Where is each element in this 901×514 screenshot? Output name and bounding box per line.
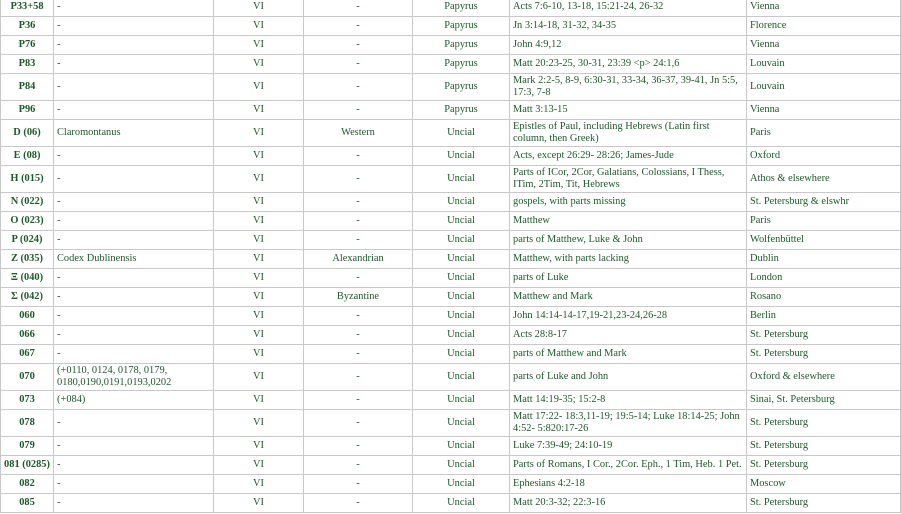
text-type-cell: - xyxy=(304,0,413,17)
text-type-cell: - xyxy=(304,17,413,36)
manuscript-id-cell: 060 xyxy=(1,307,54,326)
manuscript-name-cell: - xyxy=(54,212,214,231)
table-row xyxy=(1,101,901,120)
manuscript-name-cell: - xyxy=(54,288,214,307)
century-cell: VI xyxy=(214,55,304,74)
text-type-cell: - xyxy=(304,456,413,475)
text-type-cell: Alexandrian xyxy=(304,250,413,269)
manuscript-id-cell: 066 xyxy=(1,326,54,345)
text-type-cell: - xyxy=(304,269,413,288)
contents-cell: Matt 17:22- 18:3,11-19; 19:5-14; Luke 18:14-25; John 4:52- 5:820:17-26 xyxy=(510,410,747,437)
century-cell: VI xyxy=(214,166,304,193)
table-row xyxy=(1,0,901,17)
text-type-cell: - xyxy=(304,212,413,231)
manuscript-name-cell: Codex Dublinensis xyxy=(54,250,214,269)
manuscript-name-cell: (+0110, 0124, 0178, 0179, 0180,0190,0191,0193,0202 xyxy=(54,364,214,391)
manuscript-id-cell: H (015) xyxy=(1,166,54,193)
contents-cell: John 14:14-14-17,19-21,23-24,26-28 xyxy=(510,307,747,326)
manuscript-id-cell: D (06) xyxy=(1,120,54,147)
location-cell: St. Petersburg xyxy=(747,345,901,364)
location-cell: Louvain xyxy=(747,74,901,101)
manuscript-name-cell: - xyxy=(54,193,214,212)
text-type-cell: - xyxy=(304,74,413,101)
text-type-cell: - xyxy=(304,364,413,391)
manuscript-id-cell: Z (035) xyxy=(1,250,54,269)
manuscript-id-cell: E (08) xyxy=(1,147,54,166)
century-cell: VI xyxy=(214,120,304,147)
material-cell: Uncial xyxy=(413,456,510,475)
century-cell: VI xyxy=(214,364,304,391)
material-cell: Uncial xyxy=(413,326,510,345)
material-cell: Uncial xyxy=(413,250,510,269)
text-type-cell: - xyxy=(304,55,413,74)
table-row xyxy=(1,74,901,101)
century-cell: VI xyxy=(214,494,304,513)
material-cell: Uncial xyxy=(413,307,510,326)
century-cell: VI xyxy=(214,250,304,269)
manuscript-id-cell: P84 xyxy=(1,74,54,101)
contents-cell: gospels, with parts missing xyxy=(510,193,747,212)
manuscript-name-cell: (+084) xyxy=(54,391,214,410)
location-cell: Wolfenbüttel xyxy=(747,231,901,250)
contents-cell: parts of Matthew and Mark xyxy=(510,345,747,364)
contents-cell: Matt 20:3-32; 22:3-16 xyxy=(510,494,747,513)
table-row xyxy=(1,166,901,193)
contents-cell: Ephesians 4:2-18 xyxy=(510,475,747,494)
century-cell: VI xyxy=(214,101,304,120)
text-type-cell: - xyxy=(304,231,413,250)
manuscript-name-cell: - xyxy=(54,410,214,437)
manuscript-name-cell: - xyxy=(54,269,214,288)
material-cell: Uncial xyxy=(413,410,510,437)
century-cell: VI xyxy=(214,391,304,410)
manuscript-id-cell: N (022) xyxy=(1,193,54,212)
location-cell: Vienna xyxy=(747,0,901,17)
table-row xyxy=(1,231,901,250)
manuscript-name-cell: - xyxy=(54,494,214,513)
table-row xyxy=(1,36,901,55)
text-type-cell: - xyxy=(304,307,413,326)
manuscript-id-cell: Σ (042) xyxy=(1,288,54,307)
manuscript-name-cell: - xyxy=(54,147,214,166)
material-cell: Uncial xyxy=(413,364,510,391)
table-row xyxy=(1,250,901,269)
manuscript-id-cell: 070 xyxy=(1,364,54,391)
manuscript-name-cell: - xyxy=(54,0,214,17)
text-type-cell: Byzantine xyxy=(304,288,413,307)
material-cell: Papyrus xyxy=(413,55,510,74)
table-row xyxy=(1,212,901,231)
table-row xyxy=(1,193,901,212)
text-type-cell: - xyxy=(304,391,413,410)
manuscript-name-cell: - xyxy=(54,101,214,120)
manuscript-name-cell: - xyxy=(54,475,214,494)
contents-cell: Matthew and Mark xyxy=(510,288,747,307)
contents-cell: parts of Luke and John xyxy=(510,364,747,391)
location-cell: Louvain xyxy=(747,55,901,74)
text-type-cell: - xyxy=(304,101,413,120)
table-row xyxy=(1,364,901,391)
century-cell: VI xyxy=(214,17,304,36)
table-row xyxy=(1,391,901,410)
location-cell: Vienna xyxy=(747,101,901,120)
manuscript-name-cell: - xyxy=(54,74,214,101)
century-cell: VI xyxy=(214,74,304,101)
text-type-cell: - xyxy=(304,166,413,193)
century-cell: VI xyxy=(214,437,304,456)
text-type-cell: - xyxy=(304,36,413,55)
contents-cell: Matthew xyxy=(510,212,747,231)
text-type-cell: - xyxy=(304,326,413,345)
manuscript-id-cell: P83 xyxy=(1,55,54,74)
table-row xyxy=(1,437,901,456)
century-cell: VI xyxy=(214,410,304,437)
table-row xyxy=(1,120,901,147)
location-cell: Vienna xyxy=(747,36,901,55)
location-cell: Sinai, St. Petersburg xyxy=(747,391,901,410)
table-row xyxy=(1,307,901,326)
contents-cell: Parts of Romans, I Cor., 2Cor. Eph., 1 Tim, Heb. 1 Pet. xyxy=(510,456,747,475)
material-cell: Uncial xyxy=(413,475,510,494)
table-row xyxy=(1,494,901,513)
manuscript-name-cell: - xyxy=(54,36,214,55)
material-cell: Uncial xyxy=(413,212,510,231)
contents-cell: Matt 3:13-15 xyxy=(510,101,747,120)
contents-cell: Matt 14:19-35; 15:2-8 xyxy=(510,391,747,410)
location-cell: London xyxy=(747,269,901,288)
table-row xyxy=(1,410,901,437)
location-cell: Oxford & elsewhere xyxy=(747,364,901,391)
contents-cell: parts of Matthew, Luke & John xyxy=(510,231,747,250)
century-cell: VI xyxy=(214,269,304,288)
table-row xyxy=(1,17,901,36)
location-cell: St. Petersburg xyxy=(747,410,901,437)
location-cell: St. Petersburg xyxy=(747,456,901,475)
contents-cell: Epistles of Paul, including Hebrews (Latin first column, then Greek) xyxy=(510,120,747,147)
text-type-cell: Western xyxy=(304,120,413,147)
location-cell: Florence xyxy=(747,17,901,36)
material-cell: Papyrus xyxy=(413,101,510,120)
manuscript-id-cell: P (024) xyxy=(1,231,54,250)
century-cell: VI xyxy=(214,193,304,212)
manuscript-name-cell: - xyxy=(54,17,214,36)
century-cell: VI xyxy=(214,36,304,55)
material-cell: Papyrus xyxy=(413,0,510,17)
contents-cell: parts of Luke xyxy=(510,269,747,288)
material-cell: Uncial xyxy=(413,120,510,147)
material-cell: Uncial xyxy=(413,345,510,364)
material-cell: Uncial xyxy=(413,391,510,410)
century-cell: VI xyxy=(214,212,304,231)
manuscript-id-cell: P33+58 xyxy=(1,0,54,17)
century-cell: VI xyxy=(214,0,304,17)
text-type-cell: - xyxy=(304,437,413,456)
material-cell: Uncial xyxy=(413,147,510,166)
contents-cell: John 4:9,12 xyxy=(510,36,747,55)
contents-cell: Jn 3:14-18, 31-32, 34-35 xyxy=(510,17,747,36)
contents-cell: Mark 2:2-5, 8-9, 6:30-31, 33-34, 36-37, 39-41, Jn 5:5, 17:3, 7-8 xyxy=(510,74,747,101)
material-cell: Papyrus xyxy=(413,17,510,36)
contents-cell: Matthew, with parts lacking xyxy=(510,250,747,269)
table-row xyxy=(1,475,901,494)
century-cell: VI xyxy=(214,288,304,307)
text-type-cell: - xyxy=(304,475,413,494)
location-cell: Paris xyxy=(747,120,901,147)
contents-cell: Acts, except 26:29- 28:26; James-Jude xyxy=(510,147,747,166)
manuscript-id-cell: 081 (0285) xyxy=(1,456,54,475)
century-cell: VI xyxy=(214,147,304,166)
century-cell: VI xyxy=(214,326,304,345)
location-cell: Berlin xyxy=(747,307,901,326)
location-cell: Paris xyxy=(747,212,901,231)
material-cell: Uncial xyxy=(413,494,510,513)
text-type-cell: - xyxy=(304,410,413,437)
century-cell: VI xyxy=(214,475,304,494)
century-cell: VI xyxy=(214,307,304,326)
manuscript-id-cell: P96 xyxy=(1,101,54,120)
material-cell: Uncial xyxy=(413,166,510,193)
text-type-cell: - xyxy=(304,193,413,212)
material-cell: Papyrus xyxy=(413,36,510,55)
location-cell: Oxford xyxy=(747,147,901,166)
manuscript-id-cell: 085 xyxy=(1,494,54,513)
text-type-cell: - xyxy=(304,494,413,513)
manuscript-id-cell: 078 xyxy=(1,410,54,437)
location-cell: Moscow xyxy=(747,475,901,494)
table-row xyxy=(1,269,901,288)
location-cell: St. Petersburg & elswhr xyxy=(747,193,901,212)
contents-cell: Acts 28:8-17 xyxy=(510,326,747,345)
manuscript-name-cell: - xyxy=(54,456,214,475)
contents-cell: Parts of ICor, 2Cor, Galatians, Colossians, I Thess, ITim, 2Tim, Tit, Hebrews xyxy=(510,166,747,193)
table-row xyxy=(1,456,901,475)
material-cell: Uncial xyxy=(413,288,510,307)
manuscript-name-cell: - xyxy=(54,437,214,456)
contents-cell: Acts 7:6-10, 13-18, 15:21-24, 26-32 xyxy=(510,0,747,17)
century-cell: VI xyxy=(214,231,304,250)
century-cell: VI xyxy=(214,345,304,364)
manuscript-id-cell: 073 xyxy=(1,391,54,410)
text-type-cell: - xyxy=(304,345,413,364)
manuscript-id-cell: Ξ (040) xyxy=(1,269,54,288)
location-cell: St. Petersburg xyxy=(747,326,901,345)
material-cell: Uncial xyxy=(413,269,510,288)
location-cell: Dublin xyxy=(747,250,901,269)
manuscript-name-cell: - xyxy=(54,231,214,250)
contents-cell: Matt 20:23-25, 30-31, 23:39 <p> 24:1,6 xyxy=(510,55,747,74)
manuscript-id-cell: O (023) xyxy=(1,212,54,231)
manuscript-name-cell: - xyxy=(54,307,214,326)
material-cell: Uncial xyxy=(413,193,510,212)
manuscript-id-cell: 067 xyxy=(1,345,54,364)
contents-cell: Luke 7:39-49; 24:10-19 xyxy=(510,437,747,456)
table-row xyxy=(1,147,901,166)
location-cell: St. Petersburg xyxy=(747,494,901,513)
table-row xyxy=(1,55,901,74)
manuscript-name-cell: - xyxy=(54,55,214,74)
manuscript-id-cell: 082 xyxy=(1,475,54,494)
table-row xyxy=(1,345,901,364)
manuscript-name-cell: - xyxy=(54,345,214,364)
material-cell: Uncial xyxy=(413,437,510,456)
table-row xyxy=(1,288,901,307)
material-cell: Uncial xyxy=(413,231,510,250)
manuscript-name-cell: Claromontanus xyxy=(54,120,214,147)
table-body xyxy=(1,0,901,513)
location-cell: Rosano xyxy=(747,288,901,307)
manuscript-id-cell: P76 xyxy=(1,36,54,55)
manuscript-id-cell: 079 xyxy=(1,437,54,456)
location-cell: Athos & elsewhere xyxy=(747,166,901,193)
text-type-cell: - xyxy=(304,147,413,166)
manuscript-id-cell: P36 xyxy=(1,17,54,36)
material-cell: Papyrus xyxy=(413,74,510,101)
manuscript-name-cell: - xyxy=(54,326,214,345)
century-cell: VI xyxy=(214,456,304,475)
location-cell: St. Petersburg xyxy=(747,437,901,456)
manuscript-name-cell: - xyxy=(54,166,214,193)
table-row xyxy=(1,326,901,345)
